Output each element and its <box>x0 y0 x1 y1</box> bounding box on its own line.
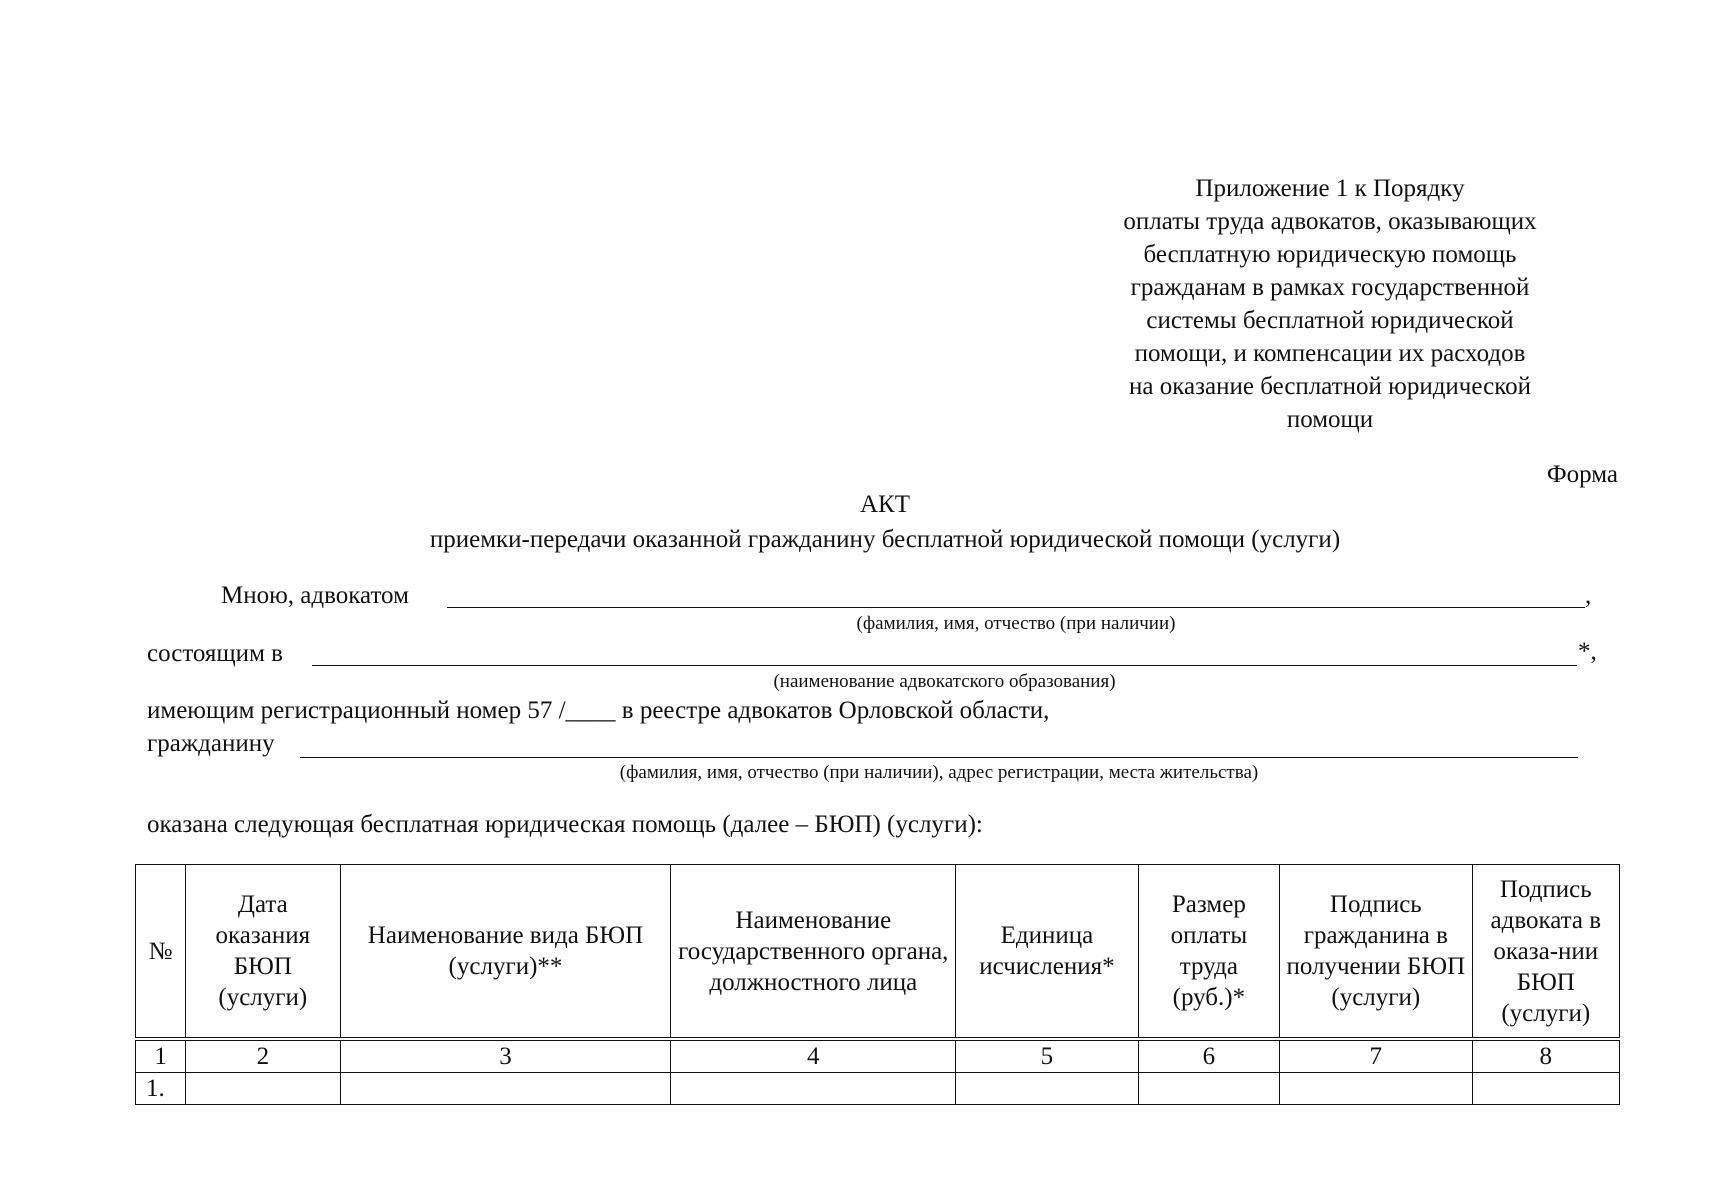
header-authority: Наименование государственного органа, должностного лица <box>671 865 956 1038</box>
header-payment: Размер оплаты труда (руб.)* <box>1138 865 1279 1038</box>
lawyer-hint: (фамилия, имя, отчество (при наличии) <box>856 613 1176 634</box>
row-number-cell: 1. <box>136 1073 186 1105</box>
date-cell[interactable] <box>186 1073 340 1105</box>
header-number: № <box>136 865 186 1038</box>
table-header-row <box>136 865 1620 1038</box>
lawyer-name-field[interactable] <box>447 607 1585 608</box>
citizen-hint: (фамилия, имя, отчество (при наличии), адрес регистрации, места жительства) <box>619 762 1259 783</box>
appendix-line: системы бесплатной юридической <box>1146 307 1514 334</box>
citizen-field[interactable] <box>300 757 1578 758</box>
column-numbers-row <box>136 1041 1620 1073</box>
service-type-cell[interactable] <box>340 1073 671 1105</box>
authority-cell[interactable] <box>671 1073 956 1105</box>
appendix-line: бесплатную юридическую помощь <box>1143 241 1517 268</box>
payment-cell[interactable] <box>1138 1073 1279 1105</box>
header-lawyer-signature: Подпись адвоката в оказа-нии БЮП (услуги) <box>1472 865 1619 1038</box>
column-number: 2 <box>186 1041 340 1073</box>
lawyer-signature-cell[interactable] <box>1472 1073 1619 1105</box>
appendix-line: помощи <box>1286 406 1374 433</box>
column-number: 7 <box>1280 1041 1473 1073</box>
appendix-reference <box>1080 172 1580 436</box>
column-number: 3 <box>340 1041 671 1073</box>
column-number: 1 <box>136 1041 186 1073</box>
unit-cell[interactable] <box>956 1073 1138 1105</box>
appendix-line: гражданам в рамках государственной <box>1130 274 1530 301</box>
citizen-label: гражданину <box>147 730 275 757</box>
organization-label: состоящим в <box>147 640 283 667</box>
organization-line-end: *, <box>1578 638 1597 665</box>
services-table <box>135 864 1620 1105</box>
header-service-type: Наименование вида БЮП (услуги)** <box>340 865 671 1038</box>
organization-hint: (наименование адвокатского образования) <box>773 671 1116 692</box>
registration-text: имеющим регистрационный номер 57 /____ в реестре адвокатов Орловской области, <box>147 697 1050 724</box>
appendix-line: помощи, и компенсации их расходов <box>1134 340 1526 367</box>
form-label: Форма <box>1546 461 1618 488</box>
appendix-line: на оказание бесплатной юридической <box>1129 373 1531 400</box>
lawyer-label: Мною, адвокатом <box>221 582 409 609</box>
citizen-signature-cell[interactable] <box>1280 1073 1473 1105</box>
column-number: 6 <box>1138 1041 1279 1073</box>
header-date: Дата оказания БЮП (услуги) <box>186 865 340 1038</box>
header-unit: Единица исчисления* <box>956 865 1138 1038</box>
column-number: 4 <box>671 1041 956 1073</box>
column-number: 8 <box>1472 1041 1619 1073</box>
organization-field[interactable] <box>312 665 1577 666</box>
lawyer-line-end: , <box>1585 582 1592 609</box>
document-subtitle: приемки-передачи оказанной гражданину бесплатной юридической помощи (услуги) <box>429 526 1341 553</box>
column-number: 5 <box>956 1041 1138 1073</box>
header-citizen-signature: Подпись гражданина в получении БЮП (услуги) <box>1280 865 1473 1038</box>
table-intro: оказана следующая бесплатная юридическая помощь (далее – БЮП) (услуги): <box>147 811 983 838</box>
table-row <box>136 1073 1620 1105</box>
appendix-line: Приложение 1 к Порядку <box>1195 175 1465 202</box>
appendix-line: оплаты труда адвокатов, оказывающих <box>1123 208 1537 235</box>
document-title: АКТ <box>860 491 910 518</box>
